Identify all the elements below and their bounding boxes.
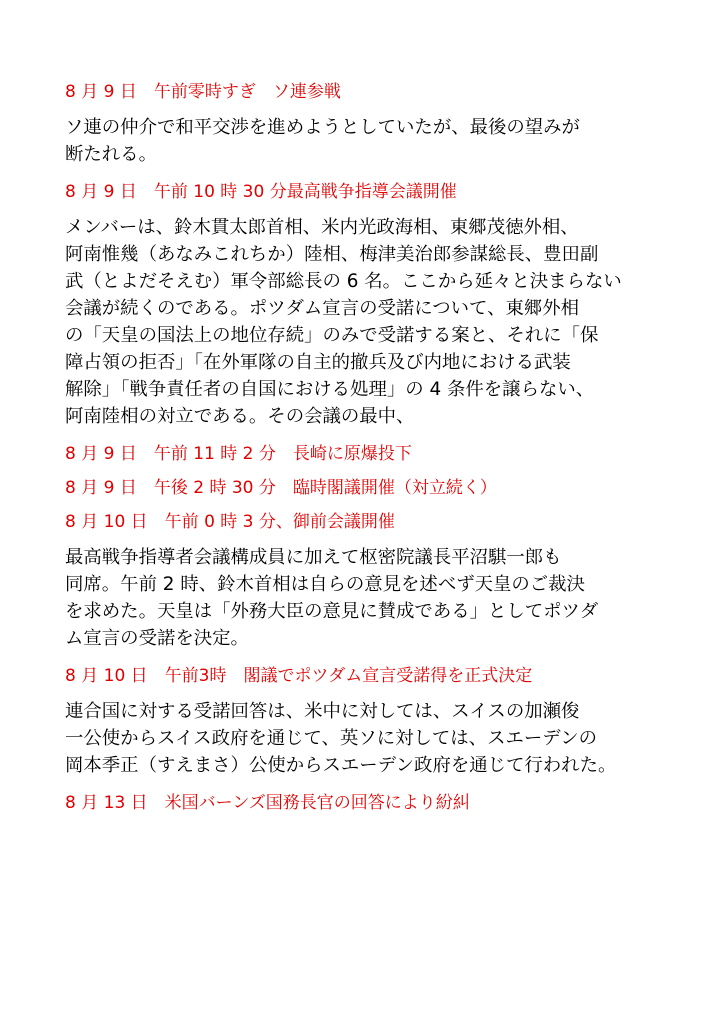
text-line: の「天皇の国法上の地位存続」のみで受諾する案と、それに「保 <box>65 325 599 346</box>
paragraph-reply-channels <box>65 698 675 779</box>
heading-aug13-byrnes-reply: 8 月 13 日 米国バーンズ国務長官の回答により紛糾 <box>65 793 470 813</box>
text-line: 阿南陸相の対立である。その会議の最中、 <box>65 406 415 427</box>
text-line: 会議が続くのである。ポツダム宣言の受諾について、東郷外相 <box>65 298 580 319</box>
text-line: 阿南惟幾（あなみこれちか）陸相、梅津美治郎参謀総長、豊田副 <box>65 244 599 265</box>
text-line: 連合国に対する受諾回答は、米中に対しては、スイスの加瀬俊 <box>65 701 580 722</box>
paragraph-council-members <box>65 214 675 430</box>
heading-aug9-nagasaki: 8 月 9 日 午前 11 時 2 分 長崎に原爆投下 <box>65 444 412 464</box>
text-line: を求めた。天皇は「外務大臣の意見に賛成である」としてポツダ <box>65 601 599 622</box>
heading-aug9-war-council: 8 月 9 日 午前 10 時 30 分最高戦争指導会議開催 <box>65 182 457 202</box>
text-line: 断たれる。 <box>65 144 157 165</box>
heading-aug10-cabinet-decision: 8 月 10 日 午前3時 閣議でポツダム宣言受諾得を正式決定 <box>65 666 533 686</box>
text-line: 同席。午前 2 時、鈴木首相は自らの意見を述べず天皇のご裁決 <box>65 574 585 595</box>
text-line: 最高戦争指導者会議構成員に加えて枢密院議長平沼騏一郎も <box>65 547 562 568</box>
paragraph-soviet-mediation <box>65 114 675 168</box>
heading-aug9-soviet-entry: 8 月 9 日 午前零時すぎ ソ連参戦 <box>65 82 341 102</box>
paragraph-imperial-decision <box>65 544 675 652</box>
text-line: 岡本季正（すえまさ）公使からスエーデン政府を通じて行われた。 <box>65 755 617 776</box>
document-page <box>65 80 675 825</box>
text-line: 障占領の拒否」「在外軍隊の自主的撤兵及び内地における武装 <box>65 352 571 373</box>
text-line: 武（とよだそえむ）軍令部総長の 6 名。ここから延々と決まらない <box>65 271 622 292</box>
text-line: メンバーは、鈴木貫太郎首相、米内光政海相、東郷茂徳外相、 <box>65 217 579 238</box>
text-line: ム宣言の受諾を決定。 <box>65 628 249 649</box>
text-line: ソ連の仲介で和平交渉を進めようとしていたが、最後の望みが <box>65 117 580 138</box>
text-line: 解除」「戦争責任者の自国における処理」の 4 条件を譲らない、 <box>65 379 595 400</box>
heading-aug9-cabinet-meeting: 8 月 9 日 午後 2 時 30 分 臨時閣議開催（対立続く） <box>65 478 497 498</box>
text-line: 一公使からスイス政府を通じて、英ソに対しては、スエーデンの <box>65 728 598 749</box>
heading-aug10-imperial-conference: 8 月 10 日 午前 0 時 3 分、御前会議開催 <box>65 512 395 532</box>
